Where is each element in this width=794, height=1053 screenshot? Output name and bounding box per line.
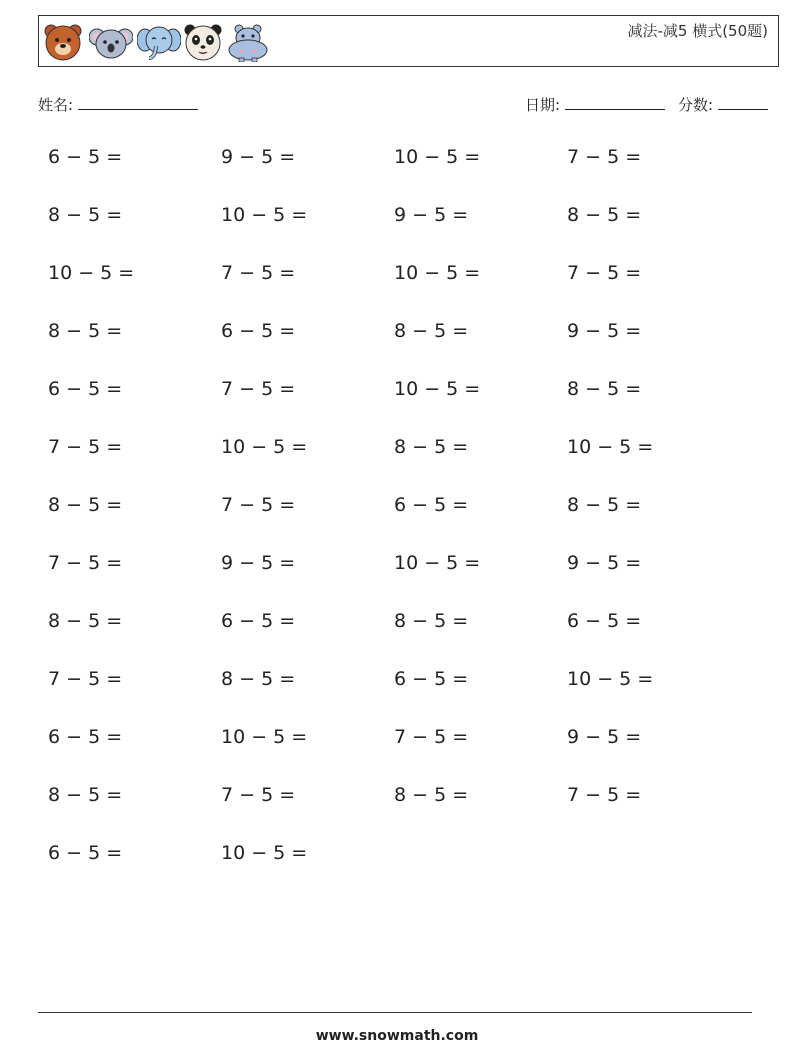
problem-item: 8 − 5 =	[567, 494, 642, 516]
problem-item: 10 − 5 =	[221, 204, 308, 226]
problem-item: 6 − 5 =	[394, 668, 469, 690]
date-blank[interactable]	[565, 94, 665, 110]
problem-item: 10 − 5 =	[221, 436, 308, 458]
score-field	[678, 94, 768, 115]
problem-item: 7 − 5 =	[48, 436, 123, 458]
problem-item: 8 − 5 =	[221, 668, 296, 690]
problem-item: 6 − 5 =	[567, 610, 642, 632]
problem-item: 10 − 5 =	[221, 842, 308, 864]
problem-item: 6 − 5 =	[221, 320, 296, 342]
problem-item: 7 − 5 =	[567, 146, 642, 168]
problem-item: 8 − 5 =	[48, 784, 123, 806]
problem-item: 8 − 5 =	[394, 784, 469, 806]
name-blank[interactable]	[78, 94, 198, 110]
problem-item: 9 − 5 =	[221, 552, 296, 574]
footer-divider	[38, 1012, 752, 1013]
date-label: 日期:	[525, 96, 561, 114]
problem-item: 7 − 5 =	[48, 668, 123, 690]
problem-item: 8 − 5 =	[394, 436, 469, 458]
problem-item: 9 − 5 =	[567, 320, 642, 342]
problem-item: 8 − 5 =	[48, 320, 123, 342]
problem-item: 6 − 5 =	[48, 726, 123, 748]
problem-item: 7 − 5 =	[221, 262, 296, 284]
problem-item: 8 − 5 =	[394, 610, 469, 632]
worksheet-header	[38, 15, 779, 67]
date-field	[525, 94, 665, 115]
problem-item: 9 − 5 =	[394, 204, 469, 226]
problem-item: 8 − 5 =	[394, 320, 469, 342]
problem-item: 6 − 5 =	[221, 610, 296, 632]
hippo-icon	[227, 22, 269, 62]
problem-item: 8 − 5 =	[567, 378, 642, 400]
bear-icon	[43, 22, 83, 62]
elephant-icon	[137, 22, 181, 62]
problem-item: 10 − 5 =	[221, 726, 308, 748]
problem-item: 7 − 5 =	[221, 784, 296, 806]
problem-item: 10 − 5 =	[394, 378, 481, 400]
problem-item: 7 − 5 =	[567, 262, 642, 284]
problem-item: 7 − 5 =	[567, 784, 642, 806]
problem-item: 10 − 5 =	[567, 436, 654, 458]
problem-item: 10 − 5 =	[567, 668, 654, 690]
worksheet-title: 减法-减5 横式(50题)	[627, 22, 768, 40]
problem-item: 10 − 5 =	[48, 262, 135, 284]
problem-item: 9 − 5 =	[567, 726, 642, 748]
problem-item: 6 − 5 =	[48, 378, 123, 400]
problem-item: 6 − 5 =	[48, 842, 123, 864]
problem-item: 6 − 5 =	[394, 494, 469, 516]
problem-item: 7 − 5 =	[394, 726, 469, 748]
koala-icon	[89, 22, 133, 62]
score-blank[interactable]	[718, 94, 768, 110]
panda-icon	[183, 22, 223, 62]
problem-item: 9 − 5 =	[221, 146, 296, 168]
problem-item: 6 − 5 =	[48, 146, 123, 168]
problem-item: 10 − 5 =	[394, 146, 481, 168]
problem-item: 8 − 5 =	[48, 494, 123, 516]
name-label: 姓名:	[38, 96, 74, 114]
problem-item: 7 − 5 =	[221, 494, 296, 516]
score-label: 分数:	[678, 96, 714, 114]
problem-item: 7 − 5 =	[48, 552, 123, 574]
problem-item: 10 − 5 =	[394, 552, 481, 574]
footer-url: www.snowmath.com	[315, 1028, 479, 1044]
problem-item: 9 − 5 =	[567, 552, 642, 574]
problem-item: 8 − 5 =	[48, 610, 123, 632]
problem-item: 10 − 5 =	[394, 262, 481, 284]
problem-item: 8 − 5 =	[48, 204, 123, 226]
name-field	[38, 94, 198, 115]
problem-item: 7 − 5 =	[221, 378, 296, 400]
problem-item: 8 − 5 =	[567, 204, 642, 226]
